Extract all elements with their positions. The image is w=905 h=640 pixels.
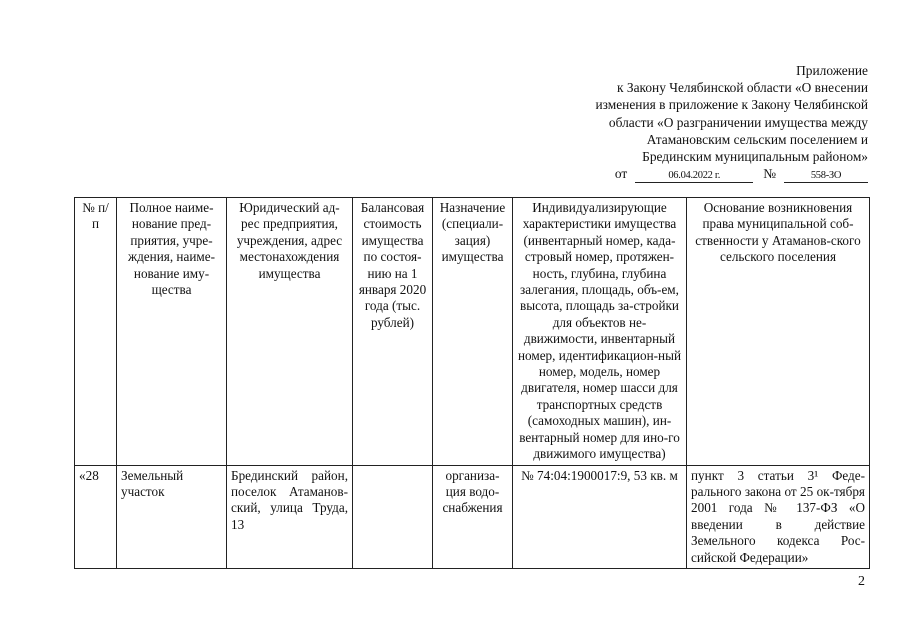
appendix-header (448, 62, 868, 183)
cell-characteristics: № 74:04:1900017:9, 53 кв. м (513, 465, 687, 568)
table-row (75, 465, 870, 568)
cell-name: Земельный участок (117, 465, 227, 568)
property-table (74, 197, 870, 569)
header-balance-value: Балансовая стоимость имущества по состоя-нию на 1 января 2020 года (тыс. рублей) (353, 198, 433, 466)
header-address: Юридический ад-рес предприятия, учреждения, адрес местонахождения имущества (227, 198, 353, 466)
table-header-row (75, 198, 870, 466)
header-purpose: Назначение (специали-зация) имущества (433, 198, 513, 466)
law-number: 558-ЗО (784, 169, 868, 183)
cell-ownership-basis: пункт 3 статьи 3¹ Феде-рального закона от 25 ок-тября 2001 года № 137-ФЗ «О введении в действие Земельного кодекса Рос-сийской Федерации» (687, 465, 870, 568)
cell-number: «28 (75, 465, 117, 568)
cell-purpose: организа-ция водо-снабжения (433, 465, 513, 568)
cell-address: Брединский район, поселок Атаманов-ский, улица Труда, 13 (227, 465, 353, 568)
appendix-law-line-3: области «О разграничении имущества между (608, 114, 868, 130)
appendix-law-line-1: к Закону Челябинской области «О внесении (617, 80, 868, 96)
header-ownership-basis: Основание возникновения права муниципальной соб-ственности у Атаманов-ского сельского поселения (687, 198, 870, 466)
appendix-title: Приложение (796, 63, 868, 78)
appendix-law-line-4: Атамановским сельским поселением и (646, 131, 868, 147)
page-number: 2 (858, 574, 865, 589)
number-label: № (763, 166, 776, 182)
header-number: № п/п (75, 198, 117, 466)
appendix-date-line (448, 165, 868, 183)
cell-balance-value (353, 465, 433, 568)
header-name: Полное наиме-нование пред-приятия, учре-ждения, наиме-нование иму-щества (117, 198, 227, 466)
appendix-law-line-5: Брединским муниципальным районом» (642, 149, 868, 165)
header-characteristics: Индивидуализирующие характеристики имущества (инвентарный номер, када-стровый номер, протяжен-ность, глубина, глубина залегания, площадь, объ-ем, высота, площадь за-стройки для объектов не-движимости, инвентарный номер, идентификацион-ный номер, модель, номер двигателя, номер шасси для транспортных средств (самоходных машин), ин-вентарный номер для ино-го движимого имущества) (513, 198, 687, 466)
date-label: от (614, 166, 628, 182)
law-date: 06.04.2022 г. (635, 169, 753, 183)
appendix-law-line-2: изменения в приложение к Закону Челябинской (595, 97, 868, 113)
